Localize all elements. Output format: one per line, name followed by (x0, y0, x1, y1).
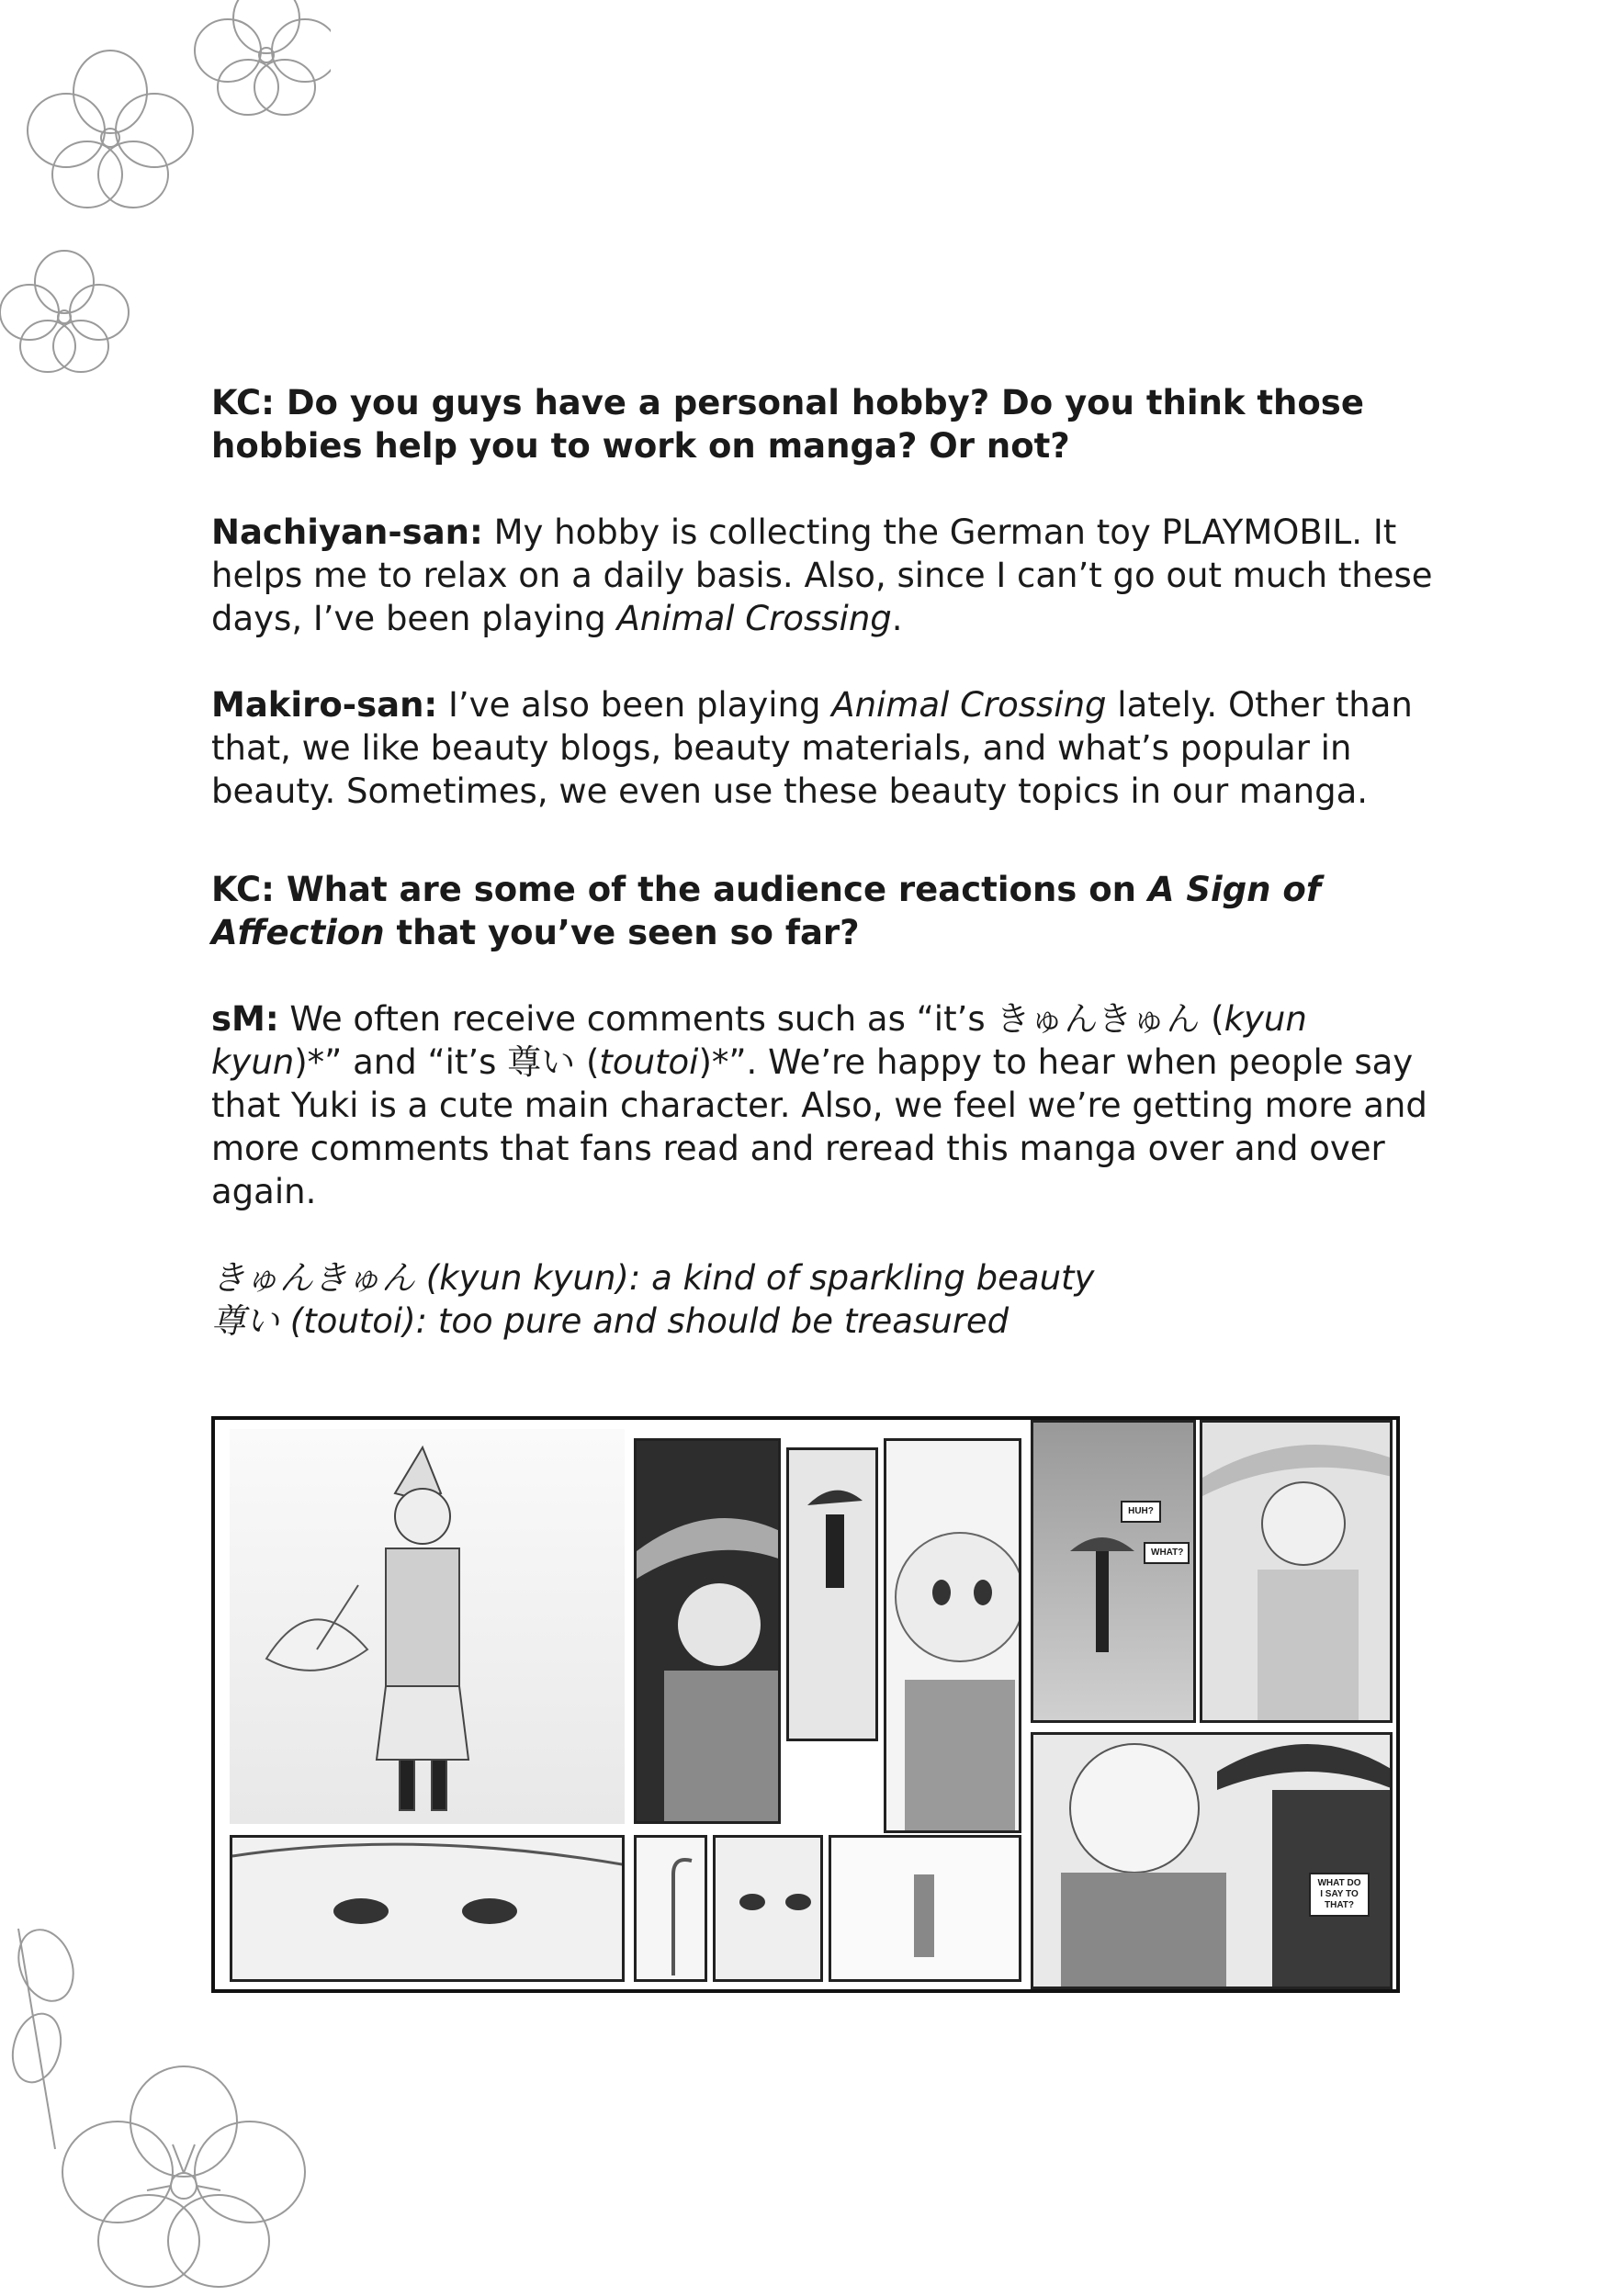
question-reactions: KC: What are some of the audience reactions on A Sign of Affection that you’ve seen so far? (211, 870, 1321, 952)
panel-boy-question (1031, 1732, 1393, 1989)
speech-bubble-what: WHAT? (1144, 1542, 1190, 1564)
speech-bubble-what-do-i-say: WHAT DO I SAY TO THAT? (1309, 1873, 1370, 1917)
panel-girl-scarf (1200, 1420, 1393, 1723)
interview-text (211, 381, 1433, 1343)
answer-nachiyan: Nachiyan-san: My hobby is collecting the German toy PLAYMOBIL. It helps me to relax on a daily basis. Also, since I can’t go out much these days, I’ve been playing Animal Crossing. (211, 512, 1433, 638)
panel-girl-distance (829, 1835, 1021, 1982)
speech-bubble-huh: HUH? (1121, 1501, 1161, 1523)
panel-distant-figure (786, 1447, 878, 1741)
title-animal-crossing-2: Animal Crossing (831, 685, 1107, 725)
footnote-kyun-kyun: きゅんきゅん (kyun kyun): a kind of sparkling beauty (211, 1258, 1095, 1298)
footnote-toutoi: 尊い (toutoi): too pure and should be treasured (211, 1301, 1010, 1341)
answer-sm: sM: We often receive comments such as “it’s きゅんきゅん (kyun kyun)*” and “it’s 尊い (toutoi)*”. We’re happy to hear when people say that Yuki is a cute main character. Also, we feel we’re getting more and more comments that fans read and reread this manga over and over again. (211, 999, 1427, 1211)
girl-illustration (230, 1429, 625, 1824)
question-hobby: KC: Do you guys have a personal hobby? Do you think those hobbies help you to work on manga? Or not? (211, 383, 1364, 466)
umbrella-icon (266, 1585, 367, 1671)
panel-umbrella-handle (634, 1835, 707, 1982)
answer-makiro: Makiro-san: I’ve also been playing Animal Crossing lately. Other than that, we like beauty blogs, beauty materials, and what’s popular in beauty. Sometimes, we even use these beauty topics in our manga. (211, 685, 1413, 811)
panel-girl-umbrella (230, 1429, 625, 1824)
speaker-sm: sM: (211, 999, 279, 1039)
speaker-makiro: Makiro-san: (211, 685, 438, 725)
panel-girl-blush (884, 1438, 1021, 1833)
panel-street-scene (1031, 1420, 1196, 1723)
leaf-icon (6, 1922, 83, 2149)
panel-boy-eyes (230, 1835, 625, 1982)
title-a-sign-of-affection: A Sign of Affection (211, 870, 1321, 952)
panel-boy-close (713, 1835, 823, 1982)
speaker-nachiyan: Nachiyan-san: (211, 512, 483, 552)
manga-collage (211, 1416, 1400, 1993)
title-animal-crossing: Animal Crossing (616, 599, 892, 638)
pansy-flowers-top-left (0, 0, 331, 386)
panel-boy-umbrella-dark (634, 1438, 781, 1824)
